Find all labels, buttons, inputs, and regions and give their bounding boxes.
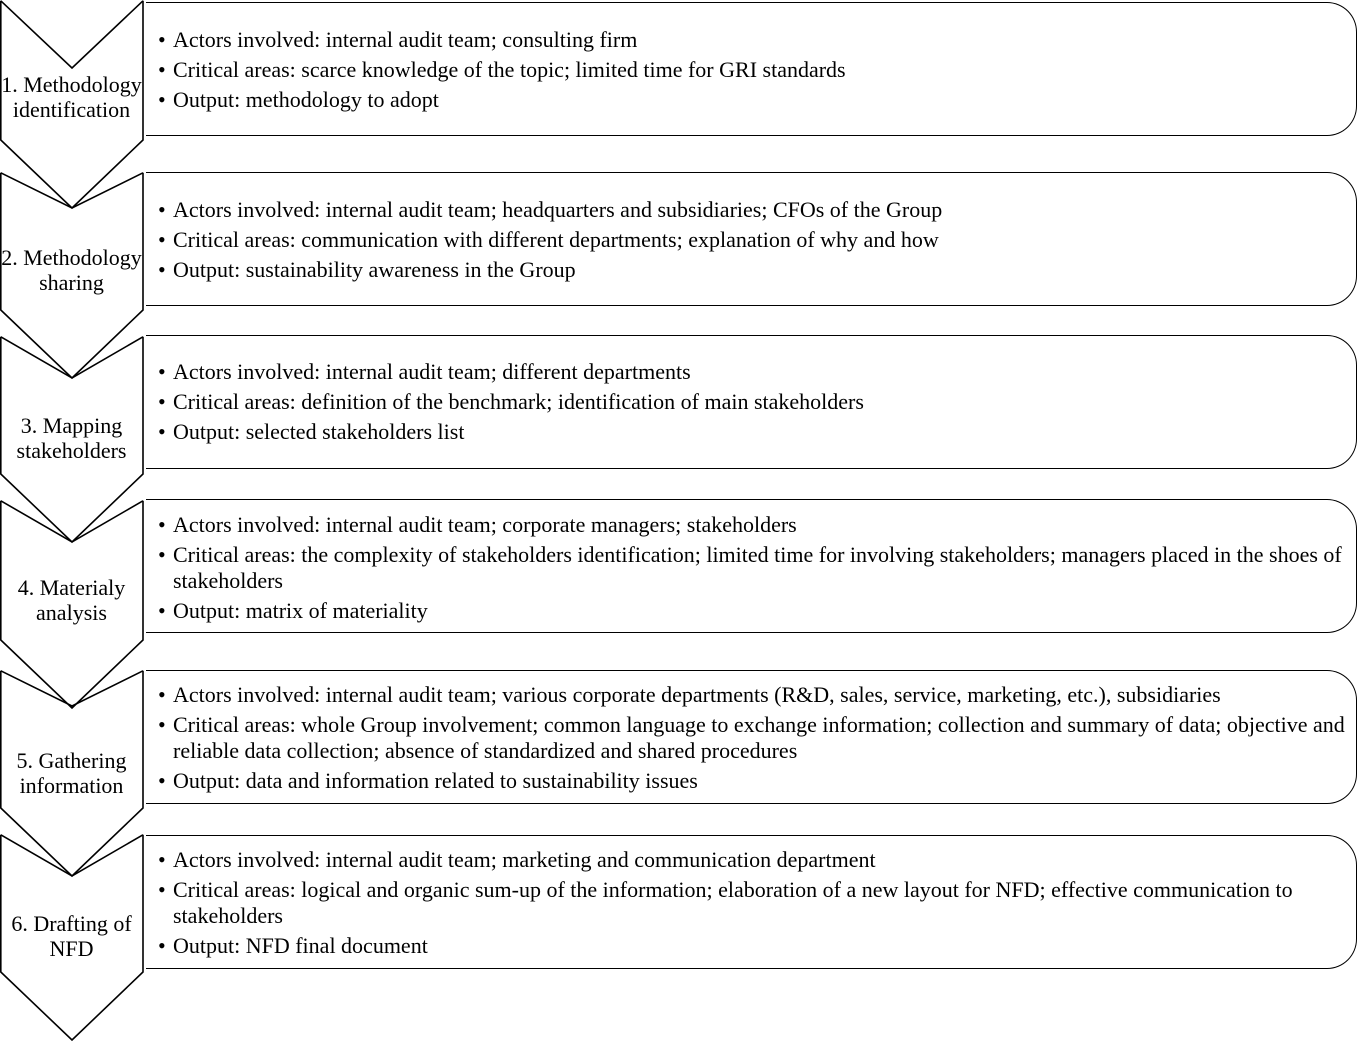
step-6-actors: • Actors involved: internal audit team; marketing and communication department: [158, 847, 1353, 873]
step-1-label: 1. Methodology identification: [1, 72, 142, 122]
step-5-output: • Output: data and information related to sustainability issues: [158, 768, 1353, 794]
step-4-bullets: [158, 512, 1353, 623]
step-1-bullets: [158, 27, 1353, 113]
step-5-label: 5. Gathering information: [16, 748, 127, 798]
step-1-actors: • Actors involved: internal audit team; consulting firm: [158, 27, 1353, 53]
step-4-output: • Output: matrix of materiality: [158, 598, 1353, 624]
step-4-critical-areas: • Critical areas: the complexity of stakeholders identification; limited time for involving stakeholders; managers placed in the shoes of stakeholders: [158, 542, 1353, 593]
step-3-output: • Output: selected stakeholders list: [158, 419, 1353, 445]
step-3-label: 3. Mapping stakeholders: [16, 413, 127, 463]
step-6-bullets: [158, 847, 1353, 958]
step-5-actors: • Actors involved: internal audit team; various corporate departments (R&D, sales, service, marketing, etc.), subsidiaries: [158, 682, 1353, 708]
step-2-output: • Output: sustainability awareness in the Group: [158, 257, 1353, 283]
step-2-critical-areas: • Critical areas: communication with different departments; explanation of why and how: [158, 227, 1353, 253]
step-1-critical-areas: • Critical areas: scarce knowledge of the topic; limited time for GRI standards: [158, 57, 1353, 83]
step-1-output: • Output: methodology to adopt: [158, 87, 1353, 113]
step-3-actors: • Actors involved: internal audit team; different departments: [158, 359, 1353, 385]
step-6-chevron: [0, 834, 145, 1042]
step-3-bullets: [158, 359, 1353, 445]
step-2-label: 2. Methodology sharing: [1, 245, 142, 295]
step-3-critical-areas: • Critical areas: definition of the benchmark; identification of main stakeholders: [158, 389, 1353, 415]
step-5-critical-areas: • Critical areas: whole Group involvement; common language to exchange information; collection and summary of data; objective and reliable data collection; absence of standardized and shared procedures: [158, 712, 1353, 763]
step-6-output: • Output: NFD final document: [158, 933, 1353, 959]
step-6-label: 6. Drafting of NFD: [11, 911, 132, 961]
step-2-bullets: [158, 197, 1353, 283]
step-2-actors: • Actors involved: internal audit team; headquarters and subsidiaries; CFOs of the Group: [158, 197, 1353, 223]
step-6-critical-areas: • Critical areas: logical and organic sum-up of the information; elaboration of a new layout for NFD; effective communication to stakeholders: [158, 877, 1353, 928]
step-4-actors: • Actors involved: internal audit team; corporate managers; stakeholders: [158, 512, 1353, 538]
step-4-label: 4. Materialy analysis: [17, 575, 126, 625]
step-5-bullets: [158, 682, 1353, 793]
